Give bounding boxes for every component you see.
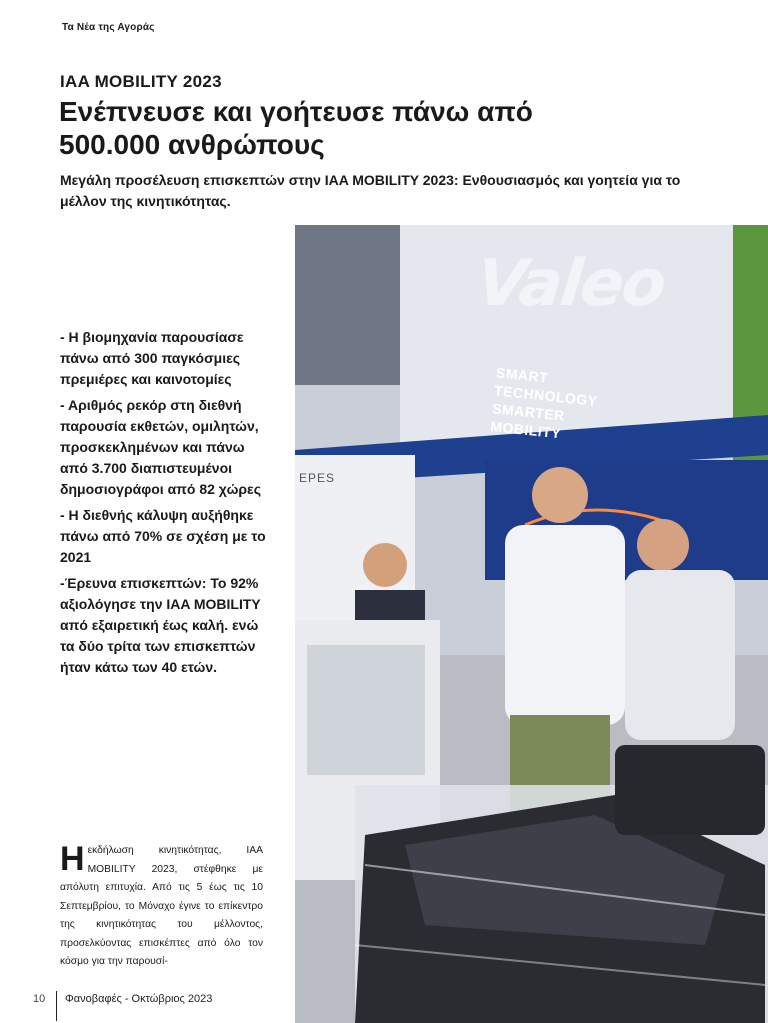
highlight-item: -Έρευνα επισκεπτών: Το 92% αξιολόγησε την IAA MOBILITY από εξαιρετική έως καλή. ενώ τα δύο τρίτα των επισκεπτών ήταν κάτω των 40 ετών.	[60, 575, 261, 675]
article-body-text: εκδήλωση κινητικότητας, IAA MOBILITY 2023, στέφθηκε με απόλυτη επιτυχία. Από τις 5 έως τις 10 Σεπτεμβρίου, το Μόναχο έγινε το επίκεντρο της κινητικότητας του μέλλοντος, προσελκύοντας επισκέπτες από όλο τον κόσμο για την παρουσί-	[60, 845, 263, 967]
article-body	[60, 842, 263, 972]
highlights-list	[60, 327, 270, 683]
booth-sign: EPES	[299, 471, 336, 485]
booth-tagline: SMART TECHNOLOGY SMARTER MOBILITY	[489, 364, 599, 442]
highlight-item: - Η βιομηχανία παρουσίασε πάνω από 300 παγκόσμιες πρεμιέρες και καινοτομίες	[60, 329, 244, 387]
page-number: 10	[33, 993, 46, 1005]
article-subhead: Μεγάλη προσέλευση επισκεπτών στην IAA MOBILITY 2023: Ενθουσιασμός και γοητεία για το μέλλον της κινητικότητας.	[60, 172, 681, 209]
valeo-logo: Valeo	[473, 247, 668, 321]
highlight-item: - Αριθμός ρεκόρ στη διεθνή παρουσία εκθετών, ομιλητών, προσκεκλημένων και πάνω από 3.700 διαπιστευμένοι δημοσιογράφοι από 82 χώρες	[60, 397, 261, 497]
exhibition-scene-illustration	[295, 225, 768, 1023]
publication-footer: Φανοβαφές - Οκτώβριος 2023	[65, 993, 213, 1005]
section-label: Τα Νέα της Αγοράς	[62, 22, 155, 33]
footer-divider	[56, 991, 57, 1021]
exhibition-photo	[295, 225, 768, 1023]
article-headline: Ενέπνευσε και γοήτευσε πάνω από 500.000 ανθρώπους	[59, 96, 533, 160]
article-kicker: IAA MOBILITY 2023	[60, 72, 222, 91]
highlight-item: - Η διεθνής κάλυψη αυξήθηκε πάνω από 70% σε σχέση με το 2021	[60, 507, 266, 565]
drop-cap: Η	[60, 840, 85, 878]
